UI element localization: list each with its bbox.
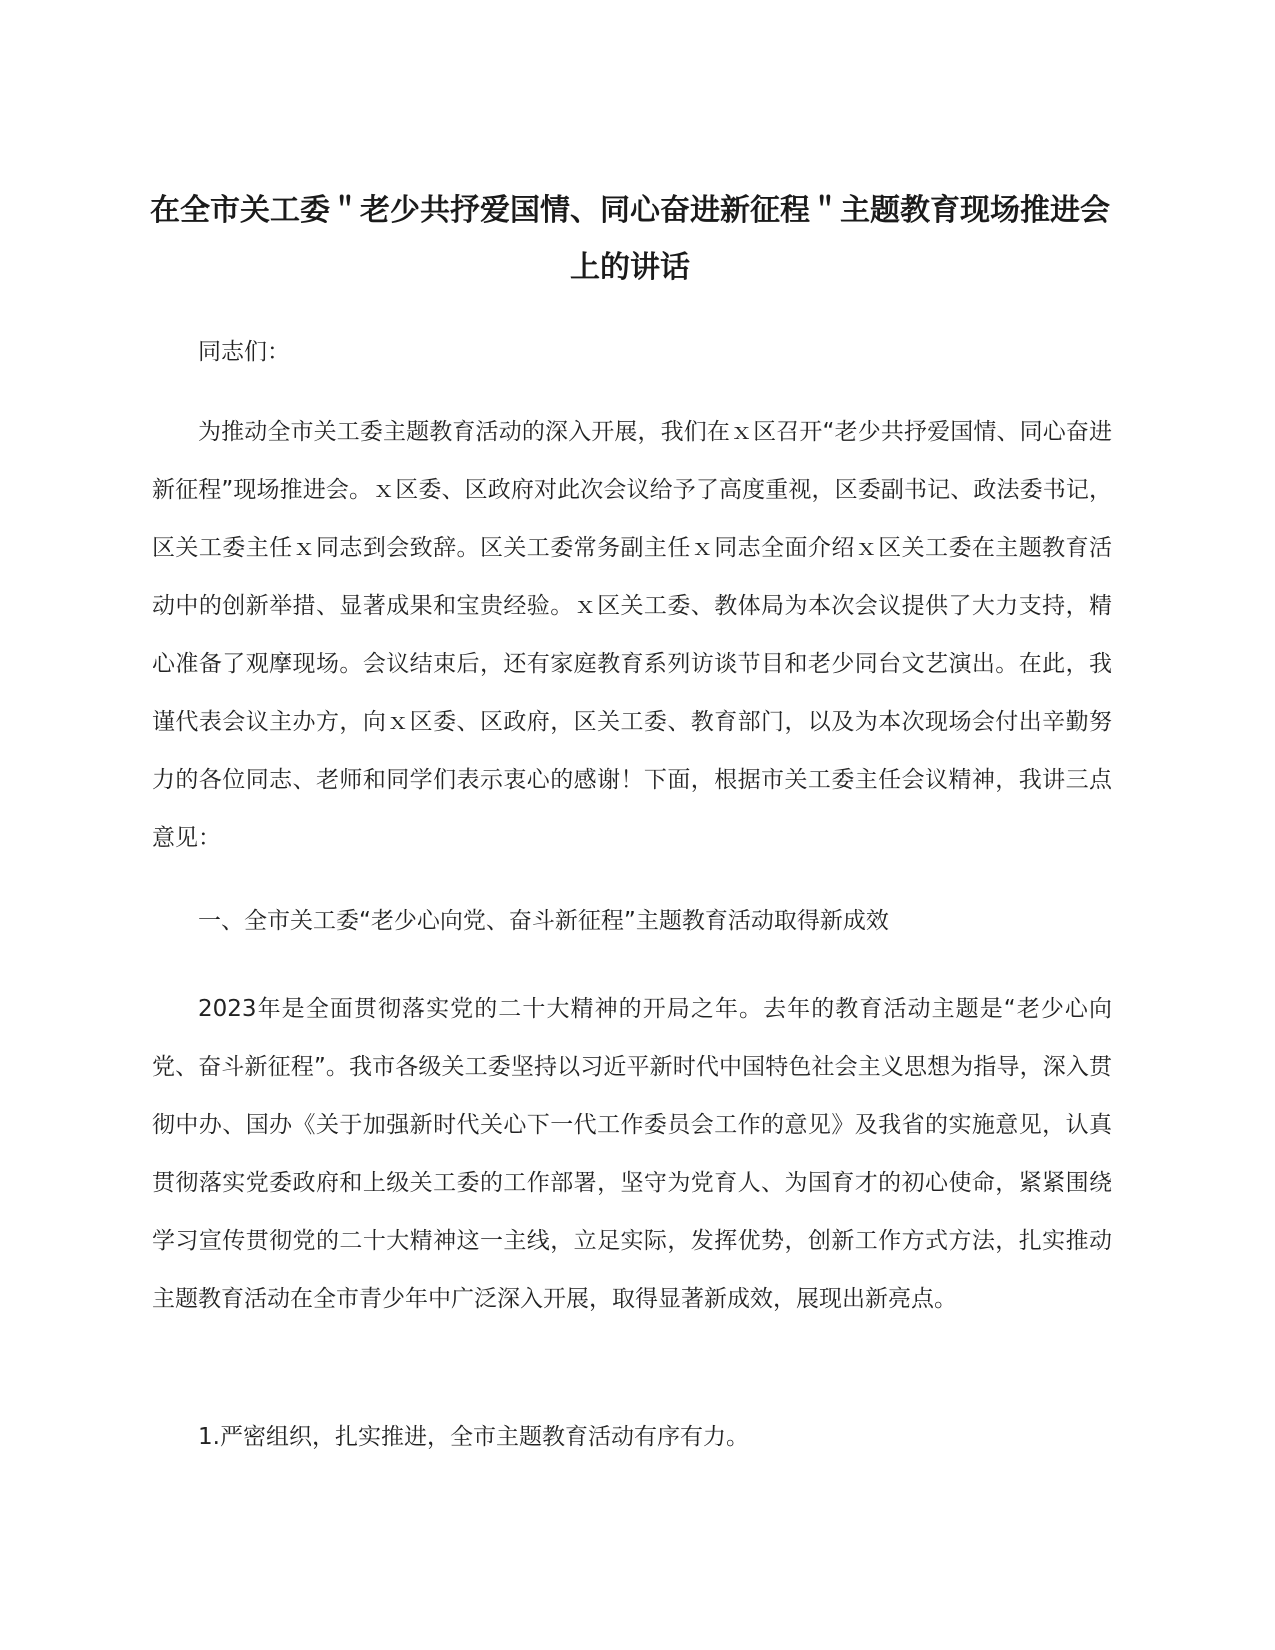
salutation: 同志们： bbox=[198, 339, 290, 365]
body-paragraph-1: 为推动全市关工委主题教育活动的深入开展，我们在ｘ区召开“老少共抒爱国情、同心奋进新征程”现场推进会。ｘ区委、区政府对此次会议给予了高度重视，区委副书记、政法委书记，区关工委主任ｘ同志到会致辞。区关工委常务副主任ｘ同志全面介绍ｘ区关工委在主题教育活动中的创新举措、显著成果和宝贵经验。ｘ区关工委、教体局为本次会议提供了大力支持，精心准备了观摩现场。会议结束后，还有家庭教育系列访谈节目和老少同台文艺演出。在此，我谨代表会议主办方，向ｘ区委、区政府，区关工委、教育部门，以及为本次现场会付出辛勤努力的各位同志、老师和同学们表示衷心的感谢！下面，根据市关工委主任会议精神，我讲三点意见： bbox=[152, 419, 1112, 851]
section-heading-1: 一、全市关工委“老少心向党、奋斗新征程”主题教育活动取得新成效 bbox=[198, 908, 889, 934]
subheading-1: 1.严密组织，扎实推进，全市主题教育活动有序有力。 bbox=[198, 1424, 749, 1450]
body-paragraph-2: 2023年是全面贯彻落实党的二十大精神的开局之年。去年的教育活动主题是“老少心向党、奋斗新征程”。我市各级关工委坚持以习近平新时代中国特色社会主义思想为指导，深入贯彻中办、国办《关于加强新时代关心下一代工作委员会工作的意见》及我省的实施意见，认真贯彻落实党委政府和上级关工委的工作部署，坚守为党育人、为国育才的初心使命，紧紧围绕学习宣传贯彻党的二十大精神这一主线，立足实际，发挥优势，创新工作方式方法，扎实推动主题教育活动在全市青少年中广泛深入开展，取得显著新成效，展现出新亮点。 bbox=[152, 996, 1112, 1312]
document-title: 在全市关工委＂老少共抒爱国情、同心奋进新征程＂主题教育现场推进会上的讲话 bbox=[150, 193, 1110, 285]
